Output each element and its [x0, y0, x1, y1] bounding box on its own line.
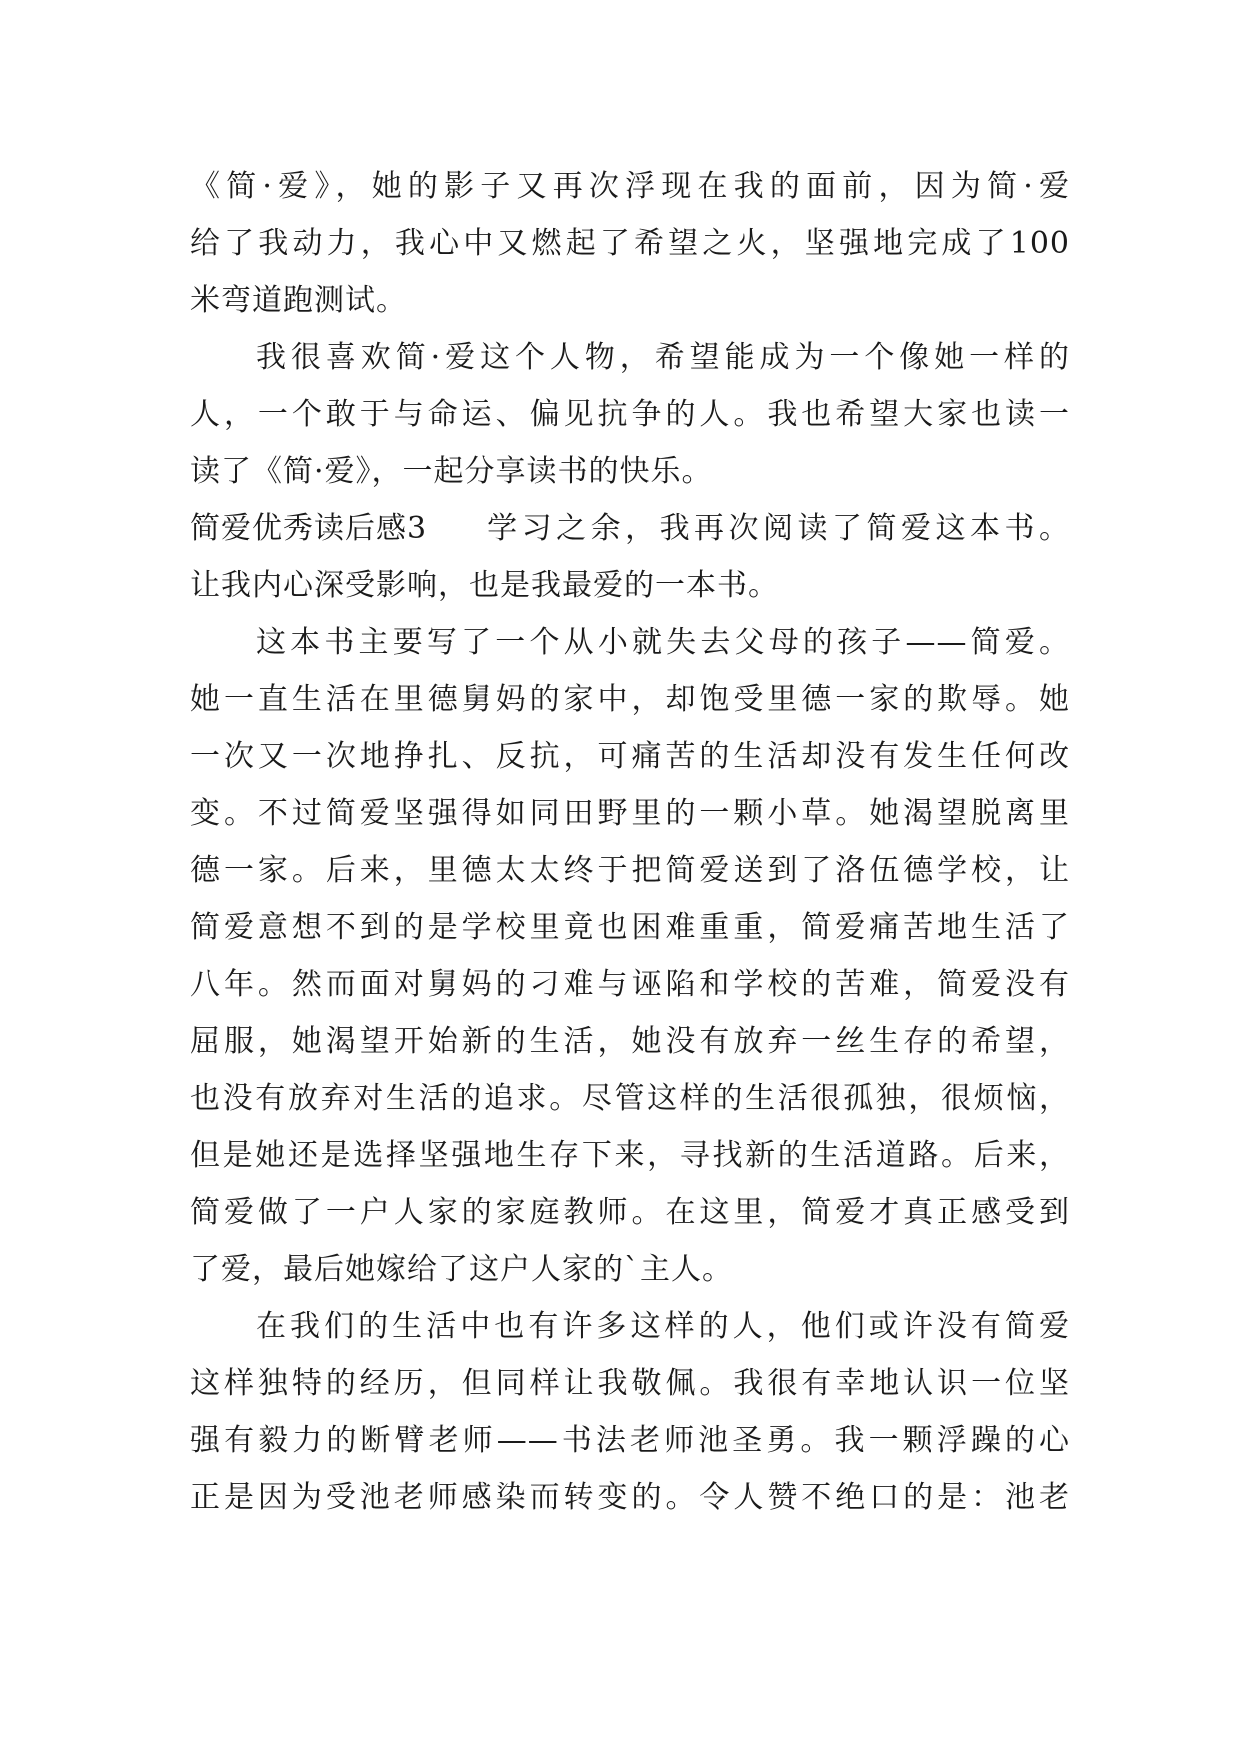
paragraph-first-line: 这本书主要写了一个从小就失去父母的孩子——简爱。: [256, 625, 1070, 660]
text-line: 但是她还是选择坚强地生存下来，寻找新的生活道路。后来，: [190, 1138, 1070, 1173]
text-line: 一次又一次地挣扎、反抗，可痛苦的生活却没有发生任何改: [190, 739, 1070, 774]
text-line: 德一家。后来，里德太太终于把简爱送到了洛伍德学校，让: [190, 853, 1070, 888]
section-heading-line: [190, 500, 1070, 557]
text-line: 八年。然而面对舅妈的刁难与诬陷和学校的苦难，简爱没有: [190, 967, 1070, 1002]
text-line: 屈服，她渴望开始新的生活，她没有放弃一丝生存的希望，: [190, 1024, 1070, 1059]
text-line: 正是因为受池老师感染而转变的。令人赞不绝口的是：池老: [190, 1480, 1070, 1515]
text-line: 变。不过简爱坚强得如同田野里的一颗小草。她渴望脱离里: [190, 796, 1070, 831]
text-line: 人，一个敢于与命运、偏见抗争的人。我也希望大家也读一: [190, 397, 1070, 432]
paragraph-first-line: 我很喜欢简·爱这个人物，希望能成为一个像她一样的: [256, 340, 1070, 375]
text-line: 强有毅力的断臂老师——书法老师池圣勇。我一颗浮躁的心: [190, 1423, 1070, 1458]
text-line: 让我内心深受影响，也是我最爱的一本书。: [190, 568, 779, 603]
text-line: 这样独特的经历，但同样让我敬佩。我很有幸地认识一位坚: [190, 1366, 1070, 1401]
text-line: 简爱意想不到的是学校里竟也困难重重，简爱痛苦地生活了: [190, 910, 1070, 945]
text-line: 也没有放弃对生活的追求。尽管这样的生活很孤独，很烦恼，: [190, 1081, 1070, 1116]
essay-body: [190, 158, 1070, 1526]
section-first-sentence: 学习之余，我再次阅读了简爱这本书。: [487, 511, 1070, 546]
section-title: 简爱优秀读后感3: [190, 511, 428, 546]
text-line: 给了我动力，我心中又燃起了希望之火，坚强地完成了100: [190, 226, 1070, 261]
text-line: 读了《简·爱》，一起分享读书的快乐。: [190, 454, 713, 489]
paragraph-first-line: 在我们的生活中也有许多这样的人，他们或许没有简爱: [256, 1309, 1070, 1344]
text-line: 米弯道跑测试。: [190, 283, 407, 318]
text-line: 了爱，最后她嫁给了这户人家的`主人。: [190, 1252, 733, 1287]
text-line: 简爱做了一户人家的家庭教师。在这里，简爱才真正感受到: [190, 1195, 1070, 1230]
text-line: 她一直生活在里德舅妈的家中，却饱受里德一家的欺辱。她: [190, 682, 1070, 717]
text-line: 《简·爱》，她的影子又再次浮现在我的面前，因为简·爱: [190, 169, 1070, 204]
